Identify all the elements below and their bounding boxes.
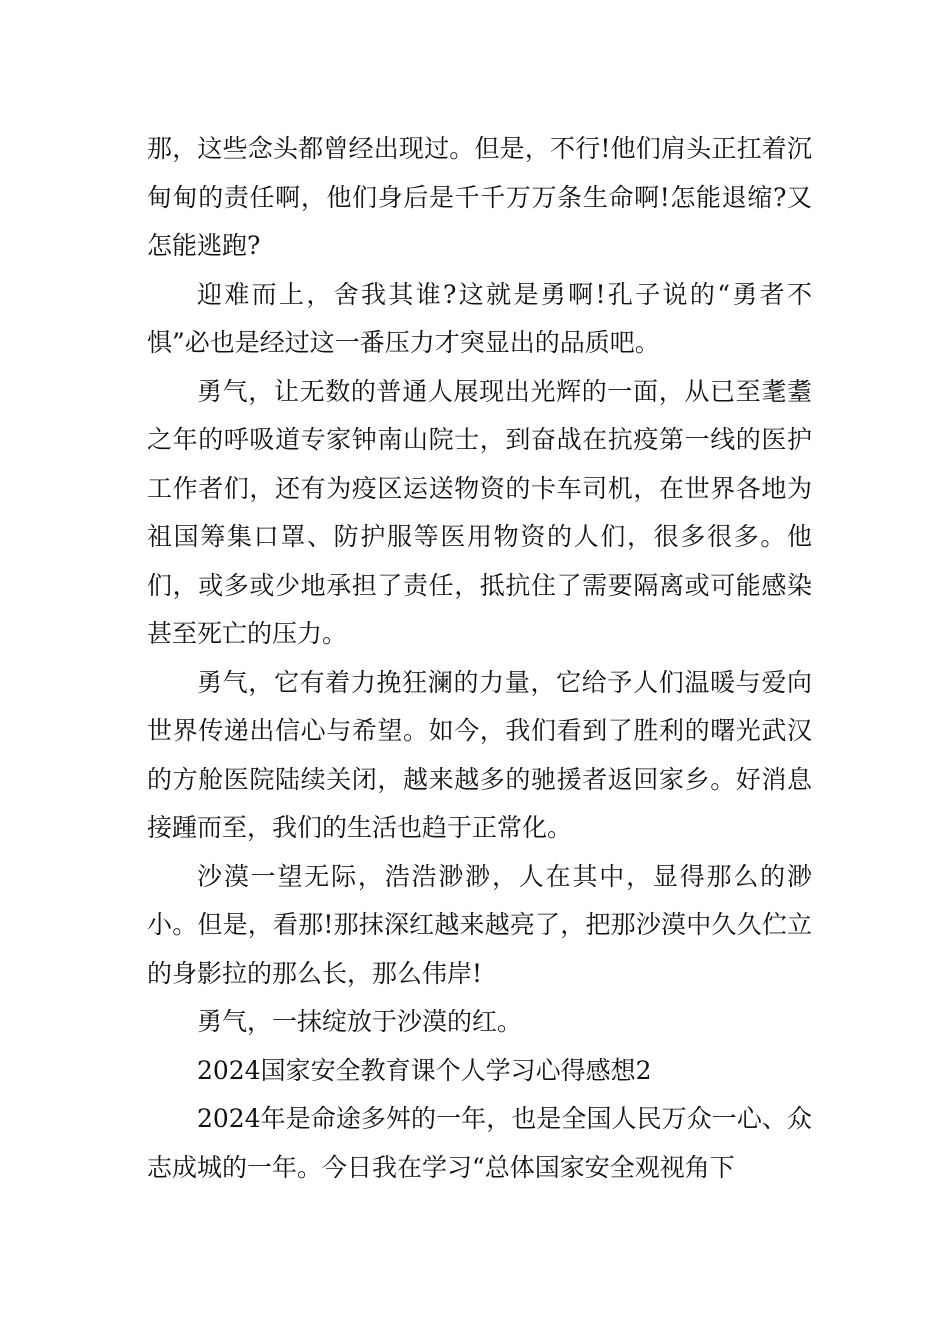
paragraph-1: 那，这些念头都曾经出现过。但是，不行!他们肩头正扛着沉甸甸的责任啊，他们身后是千千万万条生命啊!怎能退缩?又怎能逃跑? [147, 134, 812, 260]
paragraph-3: 勇气，让无数的普通人展现出光辉的一面，从已至耄耋之年的呼吸道专家钟南山院士，到奋战在抗疫第一线的医护工作者们，还有为疫区运送物资的卡车司机，在世界各地为祖国筹集口罩、防护服等医用物资的人们，很多很多。他们，或多或少地承担了责任，抵抗住了需要隔离或可能感染甚至死亡的压力。 [147, 376, 812, 648]
paragraph-5: 沙漠一望无际，浩浩渺渺，人在其中，显得那么的渺小。但是，看那!那抹深红越来越亮了，把那沙漠中久久伫立的身影拉的那么长，那么伟岸! [147, 861, 812, 988]
document-body [147, 125, 812, 1192]
section-heading: 2024国家安全教育课个人学习心得感想2 [197, 1055, 652, 1085]
paragraph-4: 勇气，它有着力挽狂澜的力量，它给予人们温暖与爱向世界传递出信心与希望。如今，我们看到了胜利的曙光武汉的方舱医院陆续关闭，越来越多的驰援者返回家乡。好消息接踵而至，我们的生活也趋于正常化。 [147, 667, 812, 842]
paragraph-2: 迎难而上，舍我其谁?这就是勇啊!孔子说的“勇者不惧”必也是经过这一番压力才突显出的品质吧。 [147, 279, 812, 357]
paragraph-6: 勇气，一抹绽放于沙漠的红。 [197, 1007, 523, 1036]
paragraph-7: 2024年是命途多舛的一年，也是全国人民万众一心、众志成城的一年。今日我在学习“总体国家安全观视角下 [147, 1104, 812, 1182]
